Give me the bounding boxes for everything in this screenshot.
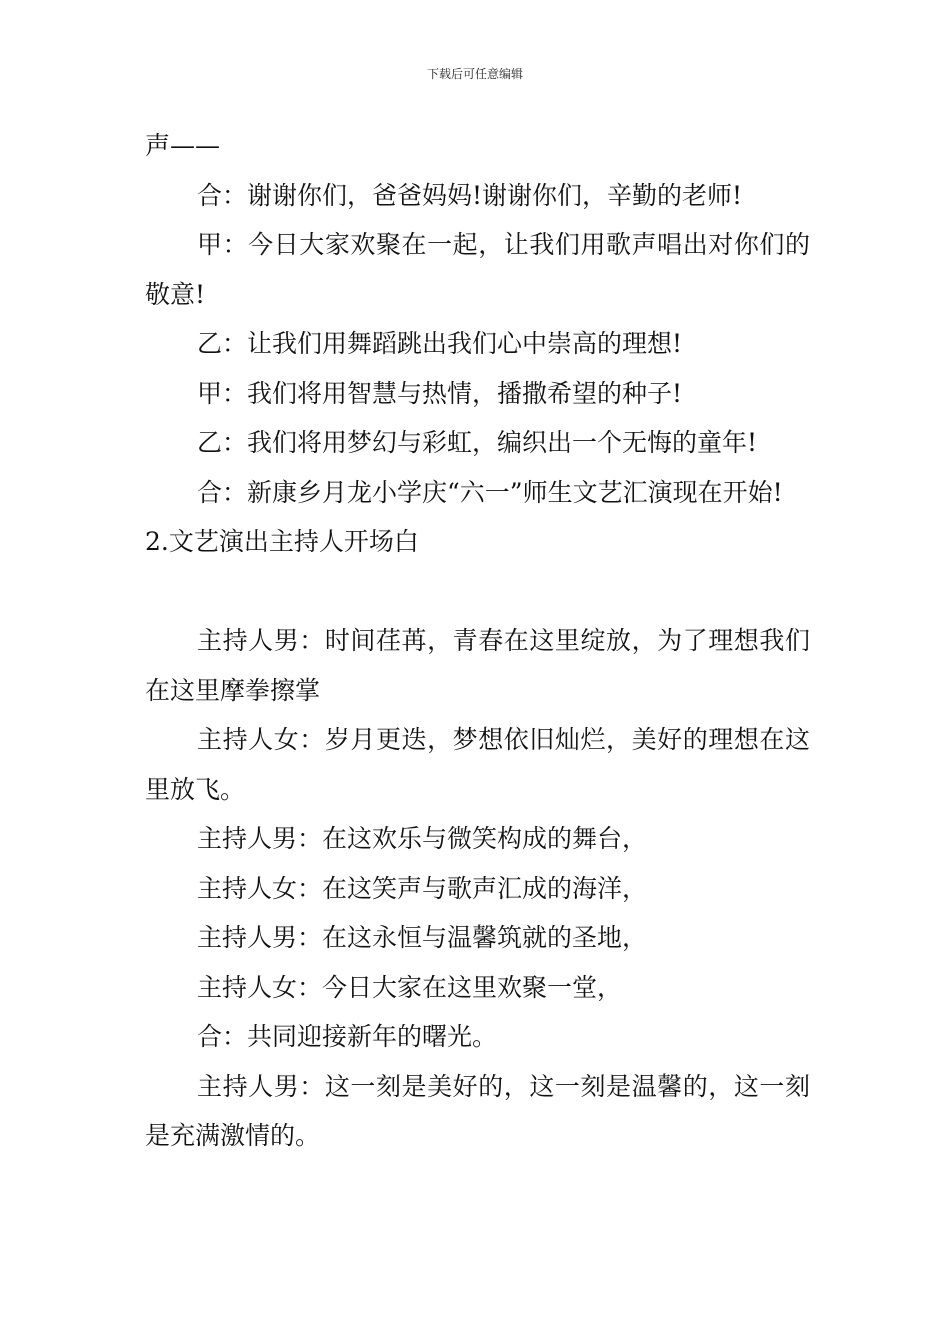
paragraph-dialogue: 主持人女：今日大家在这里欢聚一堂， xyxy=(197,972,623,1002)
page-header-note: 下载后可任意编辑 xyxy=(426,67,523,81)
paragraph-dialogue: 合：新康乡月龙小学庆“六一”师生文艺汇演现在开始! xyxy=(197,477,783,507)
paragraph-dialogue: 主持人男：时间荏苒，青春在这里绽放，为了理想我们在这里摩拳擦掌 xyxy=(145,626,810,705)
paragraph-continuation: 声—— xyxy=(145,131,221,160)
paragraph-dialogue: 甲：今日大家欢聚在一起，让我们用歌声唱出对你们的敬意! xyxy=(145,230,810,309)
paragraph-dialogue: 主持人男：在这欢乐与微笑构成的舞台， xyxy=(197,824,648,853)
paragraph-dialogue: 乙：让我们用舞蹈跳出我们心中崇高的理想! xyxy=(197,329,683,358)
paragraph-dialogue: 合：谢谢你们，爸爸妈妈!谢谢你们，辛勤的老师! xyxy=(197,180,743,210)
section-heading: 2.文艺演出主持人开场白 xyxy=(145,527,419,556)
paragraph-dialogue: 主持人男：在这永恒与温馨筑就的圣地， xyxy=(197,923,648,952)
document-body xyxy=(145,121,810,1161)
paragraph-dialogue: 合：共同迎接新年的曙光。 xyxy=(197,1022,498,1051)
blank-line xyxy=(145,567,810,617)
paragraph-dialogue: 主持人女：岁月更迭，梦想依旧灿烂，美好的理想在这里放飞。 xyxy=(145,725,810,804)
paragraph-dialogue: 甲：我们将用智慧与热情，播撒希望的种子! xyxy=(197,378,683,408)
paragraph-dialogue: 主持人女：在这笑声与歌声汇成的海洋， xyxy=(197,873,648,903)
paragraph-dialogue: 乙：我们将用梦幻与彩虹，编织出一个无悔的童年! xyxy=(197,428,758,457)
paragraph-dialogue: 主持人男：这一刻是美好的，这一刻是温馨的，这一刻是充满激情的。 xyxy=(145,1071,810,1150)
